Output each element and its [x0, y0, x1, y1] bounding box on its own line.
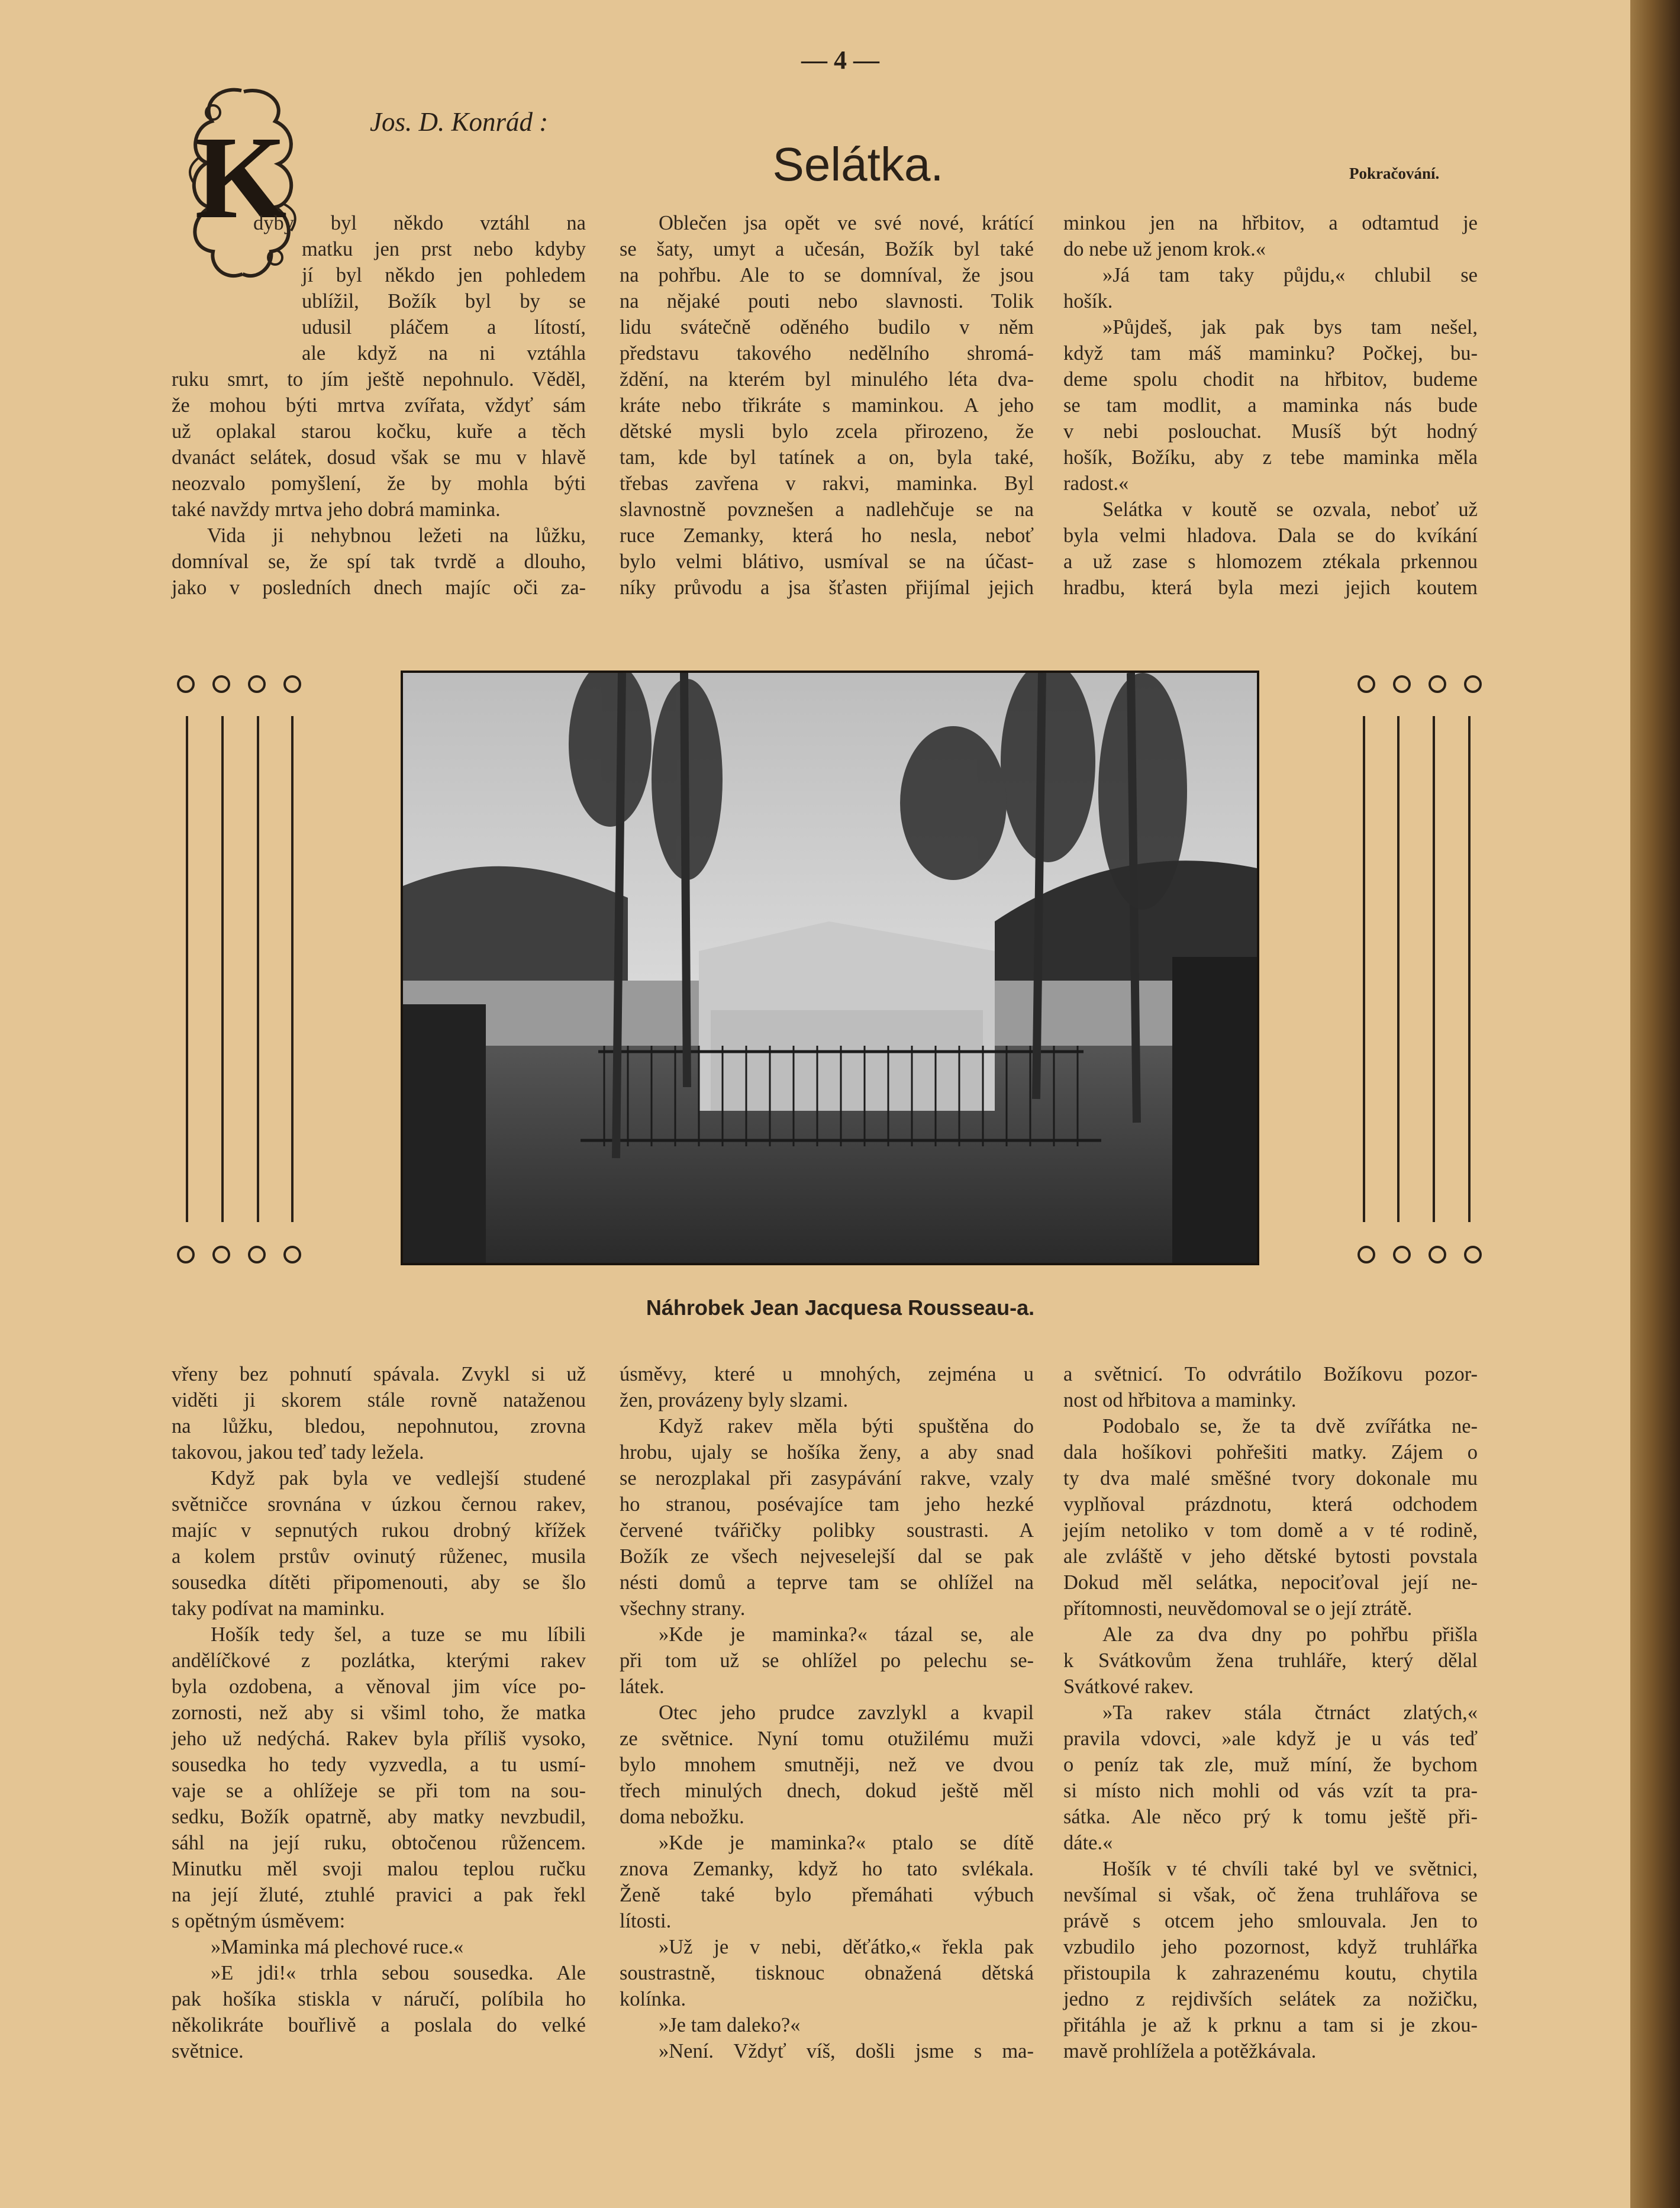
text-line: třech minulých dnech, dokud ještě měl [620, 1780, 1034, 1802]
top-column-2 [620, 210, 1034, 601]
text-line: Oblečen jsa opět ve své nové, krátící [659, 212, 1034, 234]
photo-caption: Náhrobek Jean Jacquesa Rousseau-a. [646, 1295, 1035, 1320]
top-column-1 [172, 210, 586, 601]
text-line: majíc v sepnutých rukou drobný křížek [172, 1519, 586, 1542]
article-title: Selátka. [772, 138, 944, 191]
text-line: k Svátkovům žena truhláře, který dělal [1063, 1649, 1478, 1672]
text-line: znova Zemanky, když ho tato svlékala. [620, 1858, 1034, 1880]
text-line: viděti ji skorem stále rovně nataženou [172, 1389, 586, 1411]
text-line: o peníz tak zle, muž míní, že bychom [1063, 1753, 1478, 1776]
text-line: lítosti. [620, 1910, 672, 1932]
text-line: Hošík v té chvíli také byl ve světnici, [1102, 1858, 1478, 1880]
text-line: na pohřbu. Ale to se domníval, že jsou [620, 264, 1034, 286]
text-line: hošík, Božíku, aby z tebe maminka měla [1063, 446, 1478, 469]
text-line: minkou jen na hřbitov, a odtamtud je [1063, 212, 1478, 234]
text-line: Podobalo se, že ta dvě zvířátka ne- [1102, 1415, 1478, 1437]
text-line: jejím netoliko v tom domě a v té rodině, [1063, 1519, 1478, 1542]
text-line: »Je tam daleko?« [659, 2014, 801, 2036]
text-line: při tom už se ohlížel po pelechu se- [620, 1649, 1034, 1672]
text-line: nost od hřbitova a maminky. [1063, 1389, 1297, 1411]
text-line: nésti domů a teprve tam se ohlížel na [620, 1571, 1034, 1594]
text-line: bylo velmi blátivo, usmíval se na účast- [620, 550, 1034, 573]
author-name: Jos. D. Konrád : [370, 107, 549, 137]
bottom-column-3 [1063, 1361, 1478, 2064]
text-line: taky podívat na maminku. [172, 1597, 385, 1620]
text-line: hošík. [1063, 290, 1113, 312]
text-line: takovou, jakou teď tady ležela. [172, 1441, 424, 1464]
text-line: byla ozdobena, a věnoval jim více po- [172, 1675, 586, 1698]
text-line: ale když na ni vztáhla [302, 342, 586, 365]
text-line: třebas zavřena v rakvi, maminka. Byl [620, 472, 1034, 495]
text-line: vzbudilo jeho pozornost, když truhlářka [1063, 1936, 1478, 1958]
text-line: Když pak byla ve vedlejší studené [211, 1467, 586, 1490]
text-line: právě s otcem jeho smlouvala. Jen to [1063, 1910, 1478, 1932]
text-line: Ale za dva dny po pohřbu přišla [1102, 1623, 1478, 1646]
text-line: také navždy mrtva jeho dobrá maminka. [172, 498, 501, 521]
text-line: jedno z rejdivších selátek za nožičku, [1063, 1988, 1478, 2010]
text-line: dyby byl někdo vztáhl na [253, 212, 586, 234]
page-number: — 4 — [801, 46, 879, 75]
photo-scene [403, 673, 1257, 1263]
text-line: všechny strany. [620, 1597, 746, 1620]
text-line: Selátka v koutě se ozvala, neboť už [1102, 498, 1478, 521]
text-line: jako v posledních dnech majíc oči za- [172, 576, 586, 599]
text-line: »Kde je maminka?« tázal se, ale [659, 1623, 1034, 1646]
text-line: přistoupila k zahrazenému koutu, chytila [1063, 1962, 1478, 1984]
text-line: ze světnice. Nyní tomu otužilému muži [620, 1727, 1034, 1750]
continued-note: Pokračování. [1349, 165, 1440, 182]
text-line: andělíčkové z pozlátka, kterými rakev [172, 1649, 586, 1672]
text-line: »Není. Vždyť víš, došli jsme s ma- [659, 2040, 1034, 2062]
text-line: jeho už nedýchá. Rakev byla příliš vysoko, [172, 1727, 586, 1750]
text-line: »Půjdeš, jak pak bys tam nešel, [1102, 316, 1478, 339]
text-line: sousedka dítěti připomenouti, aby se šlo [172, 1571, 586, 1594]
text-line: světničce srovnána v úzkou černou rakev, [172, 1493, 586, 1516]
text-line: ždění, na kterém byl minulého léta dva- [620, 368, 1034, 391]
text-line: látek. [620, 1675, 665, 1698]
text-line: se šaty, umyt a učesán, Božík byl také [620, 238, 1034, 260]
text-line: kráte nebo třikráte s maminkou. A jeho [620, 394, 1034, 417]
text-line: když tam máš maminku? Počkej, bu- [1063, 342, 1478, 365]
text-line: Když rakev měla býti spuštěna do [659, 1415, 1034, 1437]
text-line: mavě prohlížela a potěžkávala. [1063, 2040, 1317, 2062]
text-line: hradbu, která byla mezi jejich koutem [1063, 576, 1478, 599]
text-line: přitáhla je až k prknu a tam si je zkou- [1063, 2014, 1478, 2036]
text-line: Dokud měl selátka, nepociťoval její ne- [1063, 1571, 1478, 1594]
text-line: a světnicí. To odvrátilo Božíkovu pozor- [1063, 1363, 1478, 1385]
bottom-column-2 [620, 1361, 1034, 2064]
text-line: ty dva malé směšné tvory dokonale mu [1063, 1467, 1478, 1490]
text-line: Božík ze všech nejveselejší dal se pak [620, 1545, 1034, 1568]
text-line: radost.« [1063, 472, 1129, 495]
text-line: bylo mnohem smutněji, než ve dvou [620, 1753, 1034, 1776]
text-line: se nerozplakal při zasypávání rakve, vzaly [620, 1467, 1034, 1490]
text-line: Svátkové rakev. [1063, 1675, 1194, 1698]
text-line: sousedka ho tedy vyzvedla, a tu usmí- [172, 1753, 586, 1776]
bottom-column-1 [172, 1361, 586, 2064]
text-line: vaje se a ohlížeje se při tom na sou- [172, 1780, 586, 1802]
text-line: ublížil, Božík byl by se [302, 290, 586, 312]
text-line: světnice. [172, 2040, 244, 2062]
text-line: že mohou býti mrtva zvířata, vždyť sám [172, 394, 586, 417]
text-line: udusil pláčem a lítostí, [302, 316, 586, 339]
text-line: si místo nich mohli od vás vzít ta pra- [1063, 1780, 1478, 1802]
text-line: »E jdi!« trhla sebou sousedka. Ale [211, 1962, 586, 1984]
text-line: slavnostně povznešen a nadlehčuje se na [620, 498, 1034, 521]
text-line: a kolem prstův ovinutý růženec, musila [172, 1545, 586, 1568]
text-line: přítomnosti, neuvědomoval se o její ztrátě. [1063, 1597, 1413, 1620]
text-line: úsměvy, které u mnohých, zejména u [620, 1363, 1034, 1385]
text-line: několikráte bouřlivě a poslala do velké [172, 2014, 586, 2036]
text-line: sáhl na její ruku, obtočenou růžencem. [172, 1832, 586, 1854]
text-line: s opětným úsměvem: [172, 1910, 346, 1932]
text-line: níky průvodu a jsa šťasten přijímal jejich [620, 576, 1034, 599]
photo-rousseau-tomb [401, 671, 1259, 1265]
text-line: »Maminka má plechové ruce.« [211, 1936, 464, 1958]
text-line: ho stranou, posévajíce tam jeho hezké [620, 1493, 1034, 1516]
initial-letter: K [195, 112, 287, 243]
right-ornament [1352, 669, 1485, 1272]
text-line: na lůžku, bledou, nepohnutou, zrovna [172, 1415, 586, 1437]
text-line: červené tvářičky polibky soustrasti. A [620, 1519, 1034, 1542]
text-line: neozvalo pomyšlení, že by mohla býti [172, 472, 586, 495]
text-line: sedku, Božík opatrně, aby matky nevzbudil, [172, 1806, 586, 1828]
text-line: Hošík tedy šel, a tuze se mu líbili [211, 1623, 586, 1646]
text-line: Ženě také bylo přemáhati výbuch [620, 1884, 1034, 1906]
text-line: dáte.« [1063, 1832, 1113, 1854]
text-line: zornosti, než aby si všiml toho, že matka [172, 1701, 586, 1724]
text-line: domníval se, že spí tak tvrdě a dlouho, [172, 550, 586, 573]
text-line: byla velmi hladova. Dala se do kvíkání [1063, 524, 1478, 547]
text-line: pravila vdovci, »ale když je u vás teď [1063, 1727, 1478, 1750]
text-line: už oplakal starou kočku, kuře a těch [172, 420, 586, 443]
text-line: vyplňoval prázdnotu, která odchodem [1063, 1493, 1478, 1516]
text-line: ruce Zemanky, která ho nesla, neboť [620, 524, 1034, 547]
text-line: ruku smrt, to jím ještě nepohnulo. Věděl, [172, 368, 586, 391]
text-line: na nějaké pouti nebo slavnosti. Tolik [620, 290, 1034, 312]
text-line: v nebi poslouchat. Musíš být hodný [1063, 420, 1478, 443]
text-line: ale zvláště v jeho dětské bytosti povstala [1063, 1545, 1478, 1568]
top-column-3 [1063, 210, 1478, 601]
left-ornament [172, 669, 305, 1272]
text-line: »Už je v nebi, děťátko,« řekla pak [659, 1936, 1034, 1958]
text-line: Minutku měl svoji malou teplou ručku [172, 1858, 586, 1880]
text-line: Otec jeho prudce zavzlykl a kvapil [659, 1701, 1034, 1724]
text-line: Vida ji nehybnou ležeti na lůžku, [207, 524, 586, 547]
text-line: pak hošíka stiskla v náručí, políbila ho [172, 1988, 586, 2010]
text-line: »Kde je maminka?« ptalo se dítě [659, 1832, 1034, 1854]
text-line: nevšímal si však, oč žena truhlářova se [1063, 1884, 1478, 1906]
text-line: »Já tam taky půjdu,« chlubil se [1102, 264, 1478, 286]
text-line: tam, kde byl tatínek a on, byla také, [620, 446, 1034, 469]
text-line: na její žluté, ztuhlé pravici a pak řekl [172, 1884, 586, 1906]
text-line: vřeny bez pohnutí spávala. Zvykl si už [172, 1363, 586, 1385]
text-line: »Ta rakev stála čtrnáct zlatých,« [1102, 1701, 1478, 1724]
text-line: matku jen prst nebo kdyby [302, 238, 586, 260]
text-line: hrobu, ujaly se hošíka ženy, a aby snad [620, 1441, 1034, 1464]
text-line: dala hošíkovi pohřešiti matky. Zájem o [1063, 1441, 1478, 1464]
text-line: do nebe už jenom krok.« [1063, 238, 1266, 260]
text-line: soustrastně, tisknouc obnažená dětská [620, 1962, 1034, 1984]
text-line: dvanáct selátek, dosud však se mu v hlavě [172, 446, 586, 469]
text-line: žen, provázeny byly slzami. [620, 1389, 849, 1411]
text-line: jí byl někdo jen pohledem [302, 264, 586, 286]
text-line: a už zase s hlomozem ztékala prkennou [1063, 550, 1478, 573]
text-line: doma nebožku. [620, 1806, 744, 1828]
text-line: dětské mysli bylo zcela přirozeno, že [620, 420, 1034, 443]
text-line: kolínka. [620, 1988, 686, 2010]
text-line: lidu svátečně oděného budilo v něm [620, 316, 1034, 339]
text-line: se tam modlit, a maminka nás bude [1063, 394, 1478, 417]
text-line: představu takového nedělního shromá- [620, 342, 1034, 365]
text-line: sátka. Ale něco prý k tomu ještě při- [1063, 1806, 1478, 1828]
book-spine [1630, 0, 1680, 2208]
text-line: deme spolu chodit na hřbitov, budeme [1063, 368, 1478, 391]
